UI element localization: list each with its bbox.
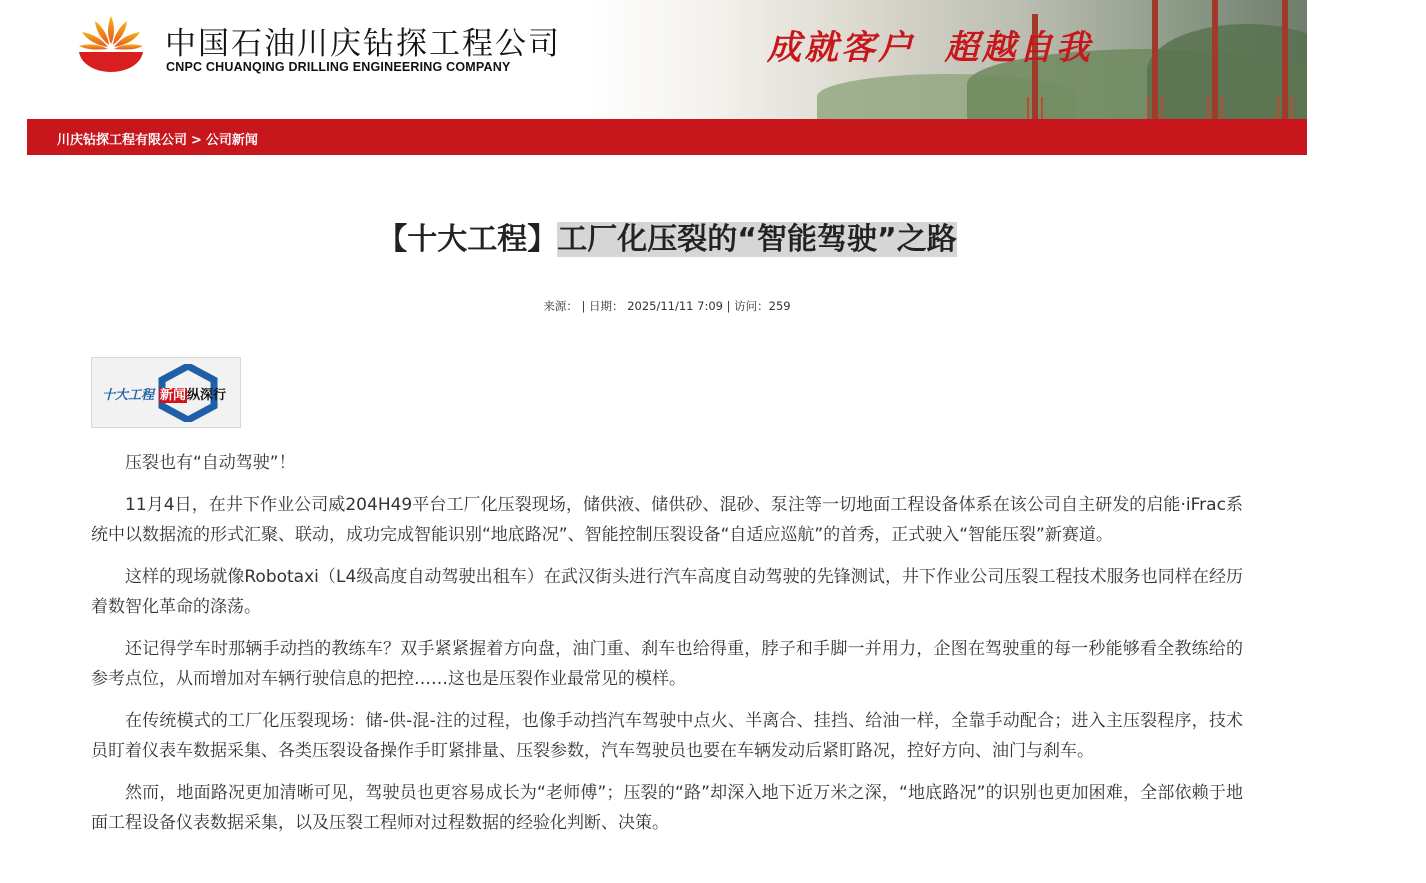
article-paragraph: 然而，地面路况更加清晰可见，驾驶员也更容易成长为“老师傅”；压裂的“路”却深入地下近万米之深，“地底路况”的识别也更加困难，全部依赖于地面工程设备仪表数据采集，以及压裂工程师对过程数据的经验化判断、决策。 <box>91 783 1243 833</box>
article-title <box>377 220 956 260</box>
site-header <box>27 0 1307 119</box>
article-title-highlighted: 工厂化压裂的“智能驾驶”之路 <box>557 222 957 257</box>
column-badge-right-text: 新闻纵深行 <box>160 388 227 403</box>
article-title-row <box>0 220 1334 260</box>
article-paragraph: 11月4日，在井下作业公司威204H49平台工厂化压裂现场，储供液、储供砂、混砂、泵注等一切地面工程设备体系在该公司自主研发的启能·iFrac系统中以数据流的形式汇聚、联动，成功完成智能识别“地底路况”、智能控制压裂设备“自适应巡航”的首秀，正式驶入“智能压裂”新赛道。 <box>91 495 1243 545</box>
article-meta: 来源： | 日期： 2025/11/11 7:09 | 访问：259 <box>543 299 791 313</box>
article-paragraph: 压裂也有“自动驾驶”！ <box>125 453 296 473</box>
breadcrumb-separator: > <box>191 133 202 148</box>
article-paragraph: 还记得学车时那辆手动挡的教练车？双手紧紧握着方向盘，油门重、刹车也给得重，脖子和手脚一并用力，企图在驾驶重的每一秒能够看全教练给的参考点位，从而增加对车辆行驶信息的把控……这也是压裂作业最常见的模样。 <box>91 639 1243 689</box>
breadcrumb-current-link[interactable]: 公司新闻 <box>205 133 258 148</box>
breadcrumb <box>57 129 258 148</box>
cnpc-sunflower-logo-icon[interactable] <box>77 12 145 74</box>
column-badge-left-text: 十大工程 <box>102 388 155 403</box>
breadcrumb-home-link[interactable]: 川庆钻探工程有限公司 <box>57 133 188 148</box>
banner-slogan: 成就客户 超越自我 <box>767 28 1093 68</box>
column-badge-image <box>91 357 241 428</box>
company-name-en: CNPC CHUANQING DRILLING ENGINEERING COMPANY <box>166 60 511 74</box>
header-banner-image <box>587 0 1307 119</box>
article-title-prefix: 【十大工程】 <box>377 222 558 257</box>
article-body <box>91 448 1243 850</box>
article-paragraph: 这样的现场就像Robotaxi（L4级高度自动驾驶出租车）在武汉街头进行汽车高度自动驾驶的先锋测试，井下作业公司压裂工程技术服务也同样在经历着数智化革命的涤荡。 <box>91 567 1243 617</box>
breadcrumb-bar <box>27 119 1307 155</box>
article-paragraph: 在传统模式的工厂化压裂现场：储-供-混-注的过程，也像手动挡汽车驾驶中点火、半离合、挂挡、给油一样，全靠手动配合；进入主压裂程序，技术员盯着仪表车数据采集、各类压裂设备操作手盯紧排量、压裂参数，汽车驾驶员也要在车辆发动后紧盯路况，控好方向、油门与刹车。 <box>91 711 1243 761</box>
company-name-cn: 中国石油川庆钻探工程公司 <box>165 26 561 62</box>
